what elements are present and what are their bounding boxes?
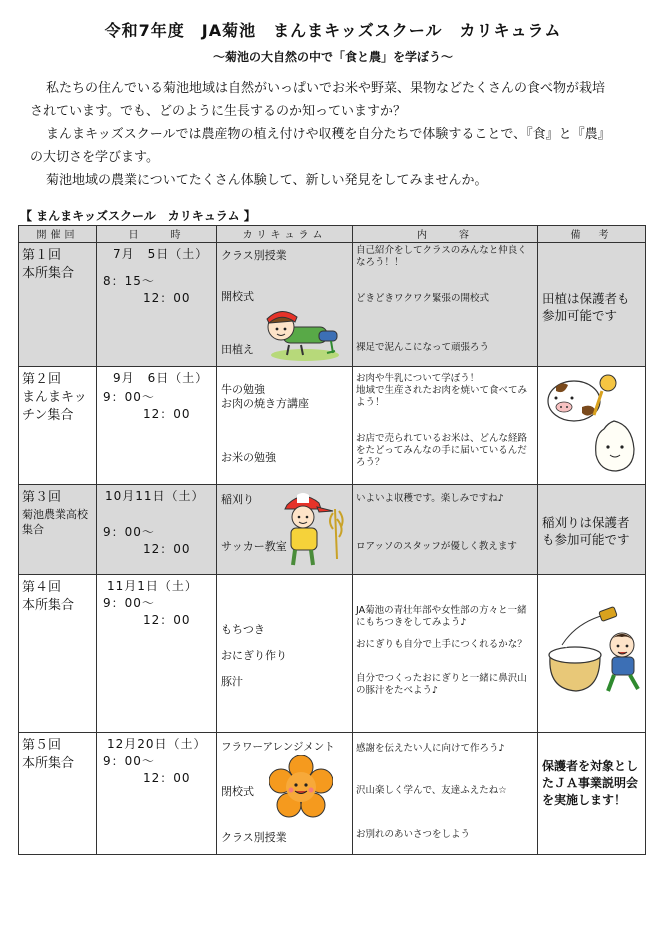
curriculum-cell [217, 485, 353, 575]
session-start-time: 9：00～ [103, 525, 155, 539]
curriculum-cell [217, 575, 353, 733]
intro-line: まんまキッズスクールでは農産物の植え付けや収穫を自分たちで体験することで、『食』と『農』 [46, 127, 611, 142]
content-item: 自己紹介をしてクラスのみんなと仲良くなろう！！ [356, 245, 527, 268]
intro-line: 私たちの住んでいる菊池地域は自然がいっぱいでお米や野菜、果物などたくさんの食べ物が栽培 [46, 81, 606, 96]
curriculum-item: おにぎり作り [221, 649, 287, 662]
content-cell [353, 575, 538, 733]
session-cell [19, 733, 97, 855]
mochi-pounding-illustration [542, 605, 644, 695]
content-item: どきどきワクワク緊張の開校式 [356, 293, 490, 304]
intro-line: 菊池地域の農業についてたくさん体験して、新しい発見をしてみませんか。 [46, 173, 488, 188]
header-remarks: 備 考 [538, 226, 646, 243]
remark-text: 田植は保護者も参加可能です [542, 291, 630, 323]
content-cell [353, 485, 538, 575]
content-cell [353, 733, 538, 855]
remark-cell [538, 367, 646, 485]
curriculum-item: 稲刈り [221, 493, 254, 506]
content-item: お別れのあいさつをしよう [356, 829, 471, 840]
session-cell [19, 575, 97, 733]
content-item: 自分でつくったおにぎりと一緒に鼻沢山の豚汁をたべよう♪ [356, 673, 527, 696]
datetime-cell [97, 733, 217, 855]
page-subtitle: ～菊池の大自然の中で「食と農」を学ぼう～ [212, 50, 453, 64]
session-date: 11月1日（土） [107, 579, 198, 593]
session-end-time: 12：00 [143, 613, 191, 627]
cow-and-rice-illustration [542, 371, 644, 481]
intro-line: されています。でも、どのように生長するのか知っていますか？ [30, 104, 406, 119]
content-item: ロアッソのスタッフが優しく教えます [356, 541, 517, 552]
remark-cell [538, 485, 646, 575]
session-start-time: 9：00～ [103, 596, 155, 610]
remark-cell [538, 733, 646, 855]
table-header-row [19, 226, 646, 243]
content-cell [353, 243, 538, 367]
table-row [19, 733, 646, 855]
session-end-time: 12：00 [143, 771, 191, 785]
table-row [19, 575, 646, 733]
session-place: 本所集合 [22, 266, 75, 281]
curriculum-item: クラス別授業 [221, 831, 287, 844]
session-end-time: 12：00 [143, 291, 191, 305]
curriculum-item: 開校式 [221, 290, 254, 303]
session-date: 10月11日（土） [105, 489, 205, 503]
curriculum-item: クラス別授業 [221, 249, 287, 262]
curriculum-item: もちつき [221, 623, 265, 636]
remark-cell [538, 243, 646, 367]
session-place: 本所集合 [22, 598, 75, 613]
flower-illustration [269, 755, 333, 819]
session-date: 12月20日（土） [107, 737, 207, 751]
header-datetime: 日 時 [97, 226, 217, 243]
session-number: 第２回 [22, 372, 62, 387]
curriculum-item: フラワーアレンジメント [221, 741, 335, 753]
rice-planting-child-illustration [261, 305, 345, 363]
session-start-time: 9：00～ [103, 390, 155, 404]
rice-harvest-child-illustration [279, 489, 351, 569]
datetime-cell [97, 367, 217, 485]
session-cell [19, 243, 97, 367]
curriculum-cell [217, 367, 353, 485]
table-row [19, 485, 646, 575]
content-cell [353, 367, 538, 485]
session-number: 第５回 [22, 738, 62, 753]
header-curriculum: カリキュラム [217, 226, 353, 243]
page-title: 令和7年度 JA菊池 まんまキッズスクール カリキュラム [104, 21, 562, 40]
content-item: お肉や牛乳について学ぼう！ [356, 373, 480, 384]
table-row [19, 243, 646, 367]
curriculum-item: 田植え [221, 343, 254, 356]
content-item: おにぎりも自分で上手につくれるかな？ [356, 639, 527, 650]
session-end-time: 12：00 [143, 407, 191, 421]
content-item: 沢山楽しく学んで、友達ふえたね☆ [356, 785, 507, 796]
content-item: お店で売られているお米は、どんな経路をたどってみんなの手に届いているんだろう？ [356, 433, 528, 468]
curriculum-item: お米の勉強 [221, 451, 276, 464]
session-end-time: 12：00 [143, 542, 191, 556]
curriculum-item: お肉の焼き方講座 [221, 397, 309, 410]
content-item: 感謝を伝えたい人に向けて作ろう♪ [356, 743, 505, 754]
curriculum-item: 牛の勉強 [221, 383, 265, 396]
session-date: 9月 6日（土） [113, 371, 209, 385]
session-number: 第４回 [22, 580, 62, 595]
datetime-cell [97, 485, 217, 575]
header-session: 開催回 [19, 226, 97, 243]
session-cell [19, 367, 97, 485]
datetime-cell [97, 243, 217, 367]
session-start-time: 8：15～ [103, 274, 155, 288]
curriculum-item: サッカー教室 [221, 540, 287, 553]
curriculum-cell [217, 733, 353, 855]
session-date: 7月 5日（土） [113, 247, 209, 261]
session-place: まんまキッチン集合 [22, 390, 87, 423]
intro-text [30, 77, 642, 192]
intro-line: の大切さを学びます。 [30, 150, 159, 165]
curriculum-item: 閉校式 [221, 785, 254, 798]
remark-text: 保護者を対象としたＪＡ事業説明会を実施します！ [542, 759, 639, 807]
content-item: JA菊池の青壮年部や女性部の方々と一緒にもちつきをしてみよう♪ [356, 605, 527, 628]
session-number: 第１回 [22, 248, 62, 263]
content-item: 裸足で泥んこになって頑張ろう [356, 342, 490, 353]
session-number: 第３回 [22, 490, 62, 505]
session-place: 菊池農業高校集合 [22, 508, 88, 536]
remark-cell [538, 575, 646, 733]
content-item: 地域で生産されたお肉を焼いて食べてみよう！ [356, 385, 528, 408]
curriculum-item: 豚汁 [221, 675, 243, 688]
remark-text: 稲刈りは保護者も参加可能です [542, 515, 630, 547]
curriculum-cell [217, 243, 353, 367]
content-item: いよいよ収穫です。楽しみですね♪ [356, 493, 504, 504]
header-content: 内 容 [353, 226, 538, 243]
session-start-time: 9：00～ [103, 754, 155, 768]
curriculum-table [18, 225, 646, 855]
session-cell [19, 485, 97, 575]
section-title: 【 まんまキッズスクール カリキュラム 】 [20, 209, 256, 223]
session-place: 本所集合 [22, 756, 75, 771]
table-row [19, 367, 646, 485]
datetime-cell [97, 575, 217, 733]
